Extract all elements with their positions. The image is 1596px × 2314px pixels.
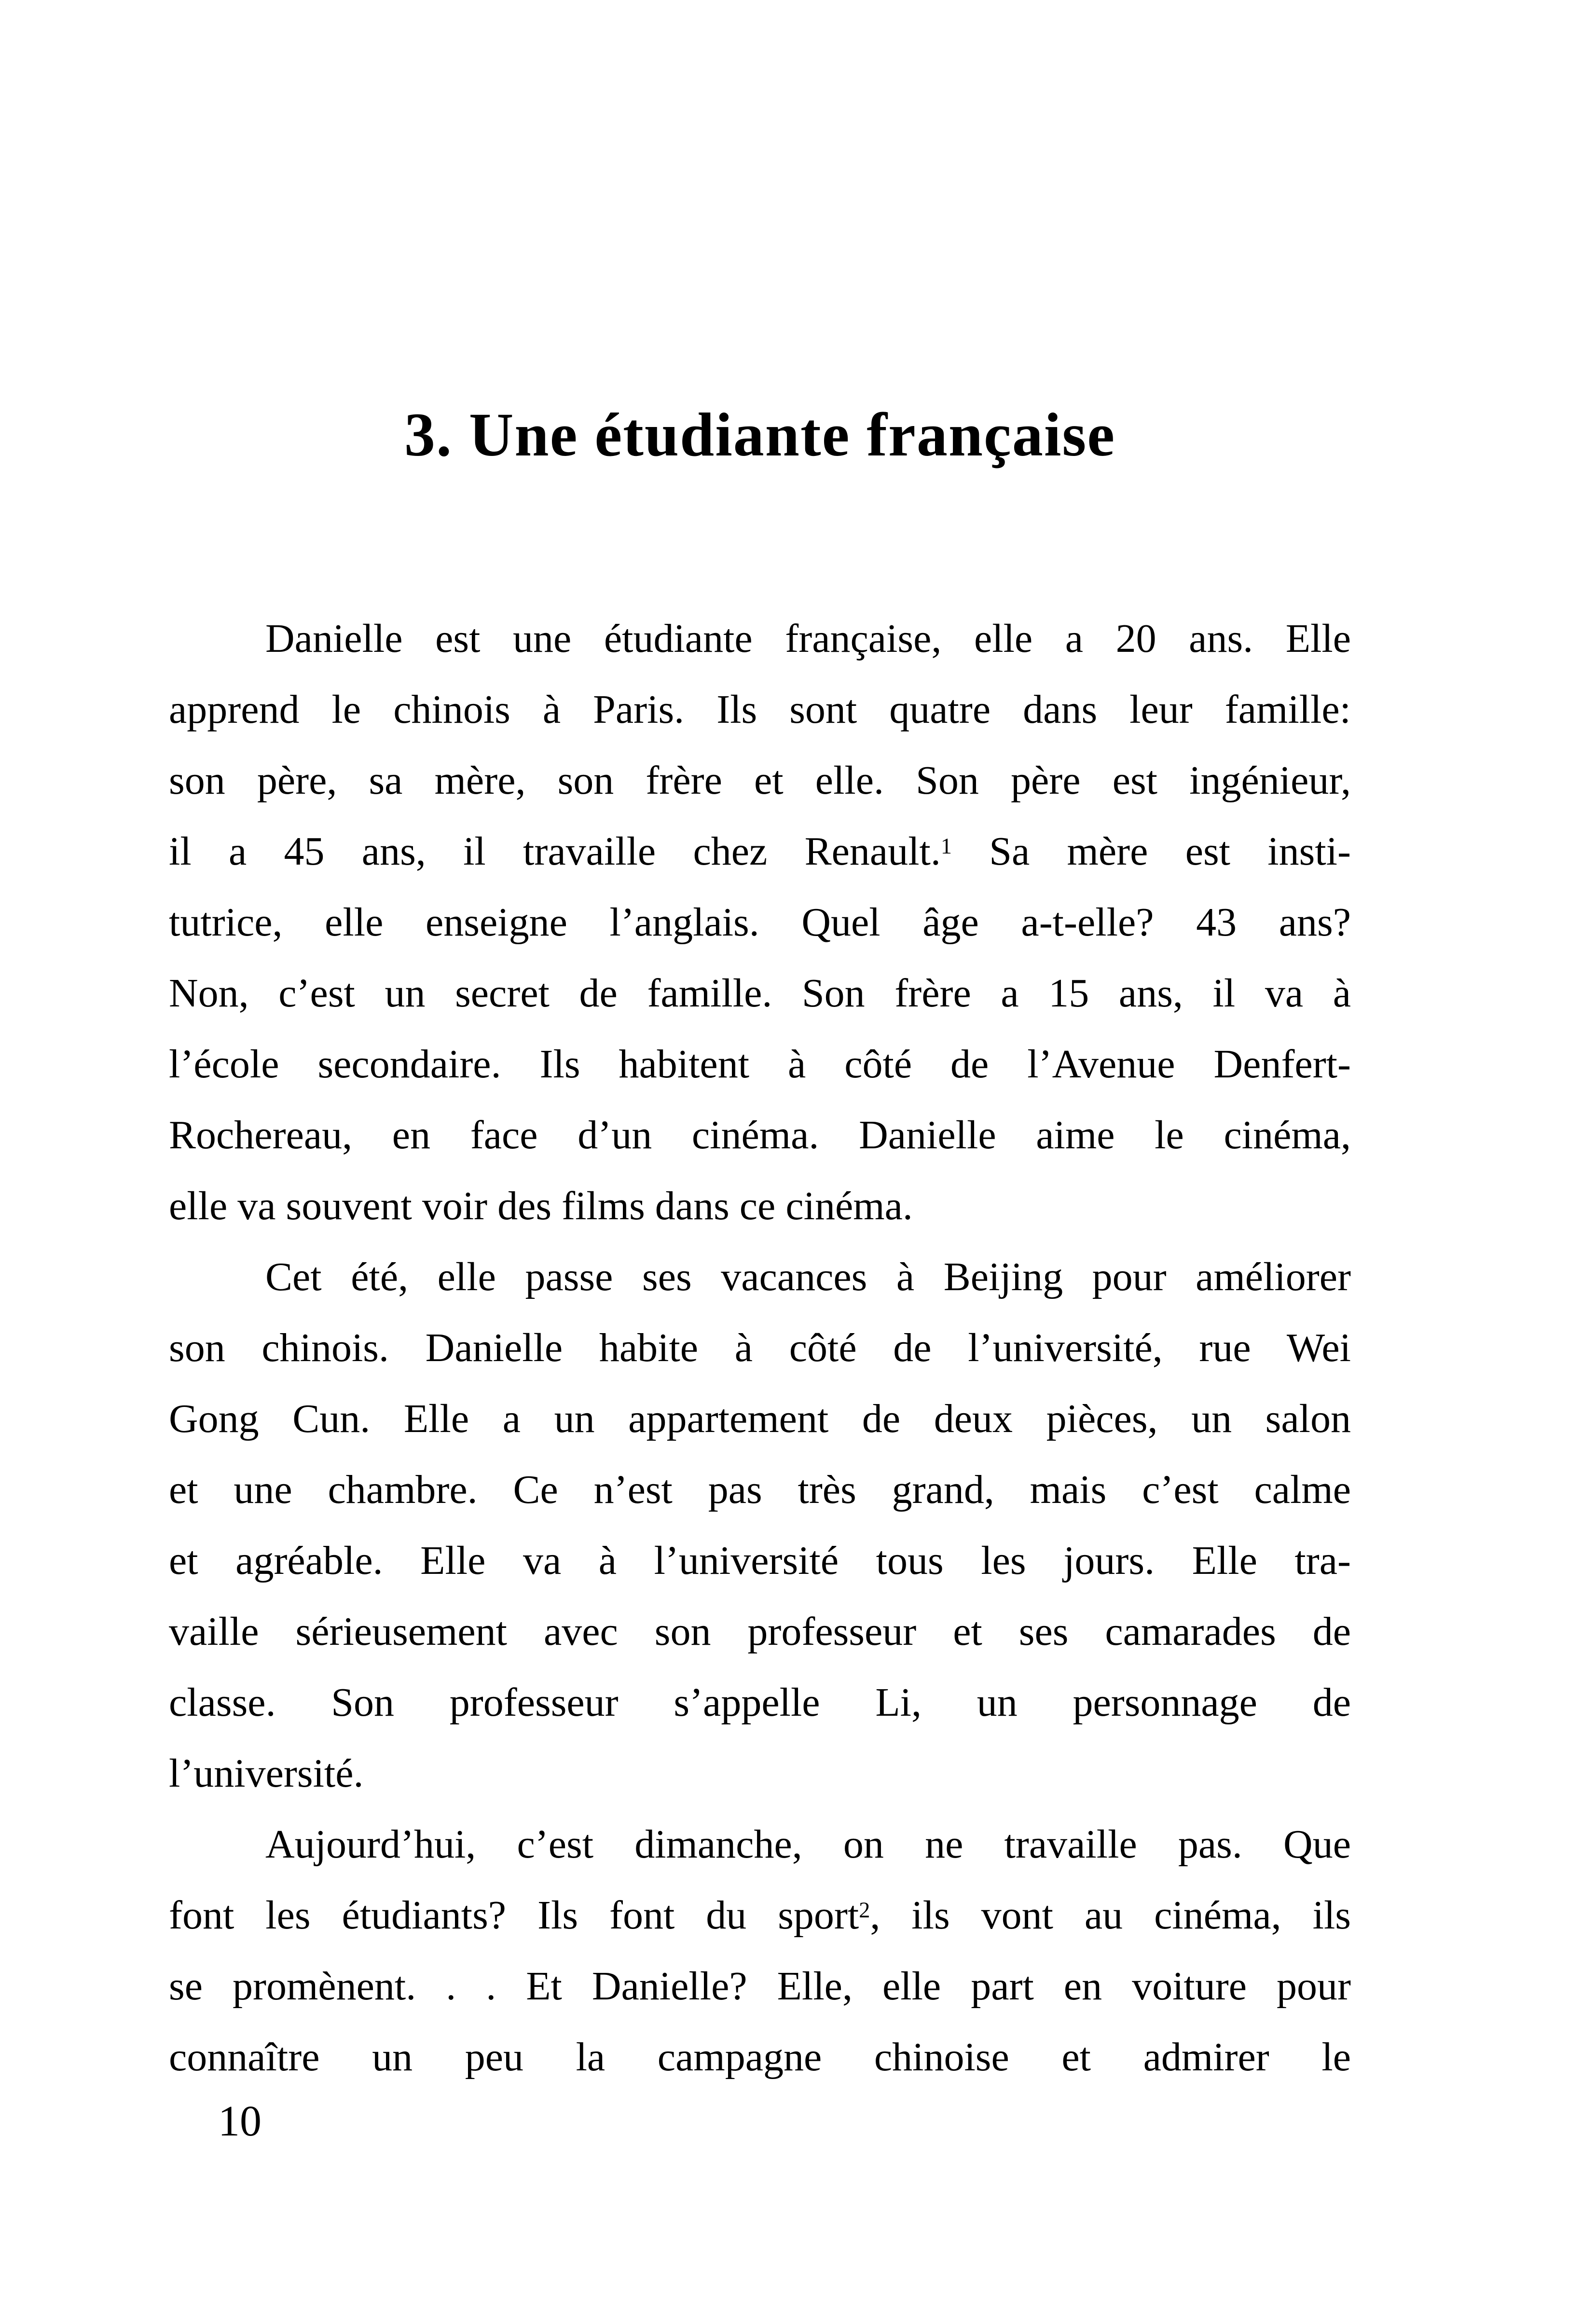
- text-line: et agréable. Elle va à l’université tous les jours. Elle tra-: [169, 1538, 1351, 1583]
- text-line: apprend le chinois à Paris. Ils sont quatre dans leur famille:: [169, 687, 1351, 732]
- text-line: tutrice, elle enseigne l’anglais. Quel âge a-t-elle? 43 ans?: [169, 900, 1351, 945]
- text-line: se promènent. . . Et Danielle? Elle, elle part en voiture pour: [169, 1964, 1351, 2009]
- body-text: [169, 603, 1351, 2093]
- text-line: il a 45 ans, il travaille chez Renault.$^1$ Sa mère est insti-: [169, 829, 1351, 874]
- text-line: Cet été, elle passe ses vacances à Beijing pour améliorer: [265, 1254, 1351, 1299]
- text-line: l’université.: [169, 1751, 364, 1796]
- page-number: 10: [218, 2097, 261, 2145]
- chapter-title: 3. Une étudiante française: [404, 400, 1116, 469]
- text-line: son père, sa mère, son frère et elle. Son père est ingénieur,: [169, 758, 1351, 803]
- text-line: connaître un peu la campagne chinoise et admirer le: [169, 2035, 1351, 2080]
- text-line: Aujourd’hui, c’est dimanche, on ne travaille pas. Que: [265, 1822, 1351, 1867]
- footnote-ref: 2: [859, 1897, 870, 1922]
- text-line: Non, c’est un secret de famille. Son frère a 15 ans, il va à: [169, 971, 1351, 1016]
- text-line: Gong Cun. Elle a un appartement de deux pièces, un salon: [169, 1396, 1351, 1441]
- text-line: son chinois. Danielle habite à côté de l’université, rue Wei: [169, 1325, 1351, 1370]
- text-line: font les étudiants? Ils font du sport$^2$, ils vont au cinéma, ils: [169, 1893, 1351, 1938]
- text-line: l’école secondaire. Ils habitent à côté de l’Avenue Denfert-: [169, 1042, 1351, 1087]
- text-line: Danielle est une étudiante française, elle a 20 ans. Elle: [265, 616, 1351, 661]
- text-line: et une chambre. Ce n’est pas très grand, mais c’est calme: [169, 1467, 1351, 1512]
- text-line: vaille sérieusement avec son professeur et ses camarades de: [169, 1609, 1351, 1654]
- text-line: classe. Son professeur s’appelle Li, un personnage de: [169, 1680, 1351, 1725]
- footnote-ref: 1: [940, 833, 952, 858]
- text-line: elle va souvent voir des films dans ce cinéma.: [169, 1184, 913, 1228]
- text-line: Rochereau, en face d’un cinéma. Danielle aime le cinéma,: [169, 1113, 1351, 1157]
